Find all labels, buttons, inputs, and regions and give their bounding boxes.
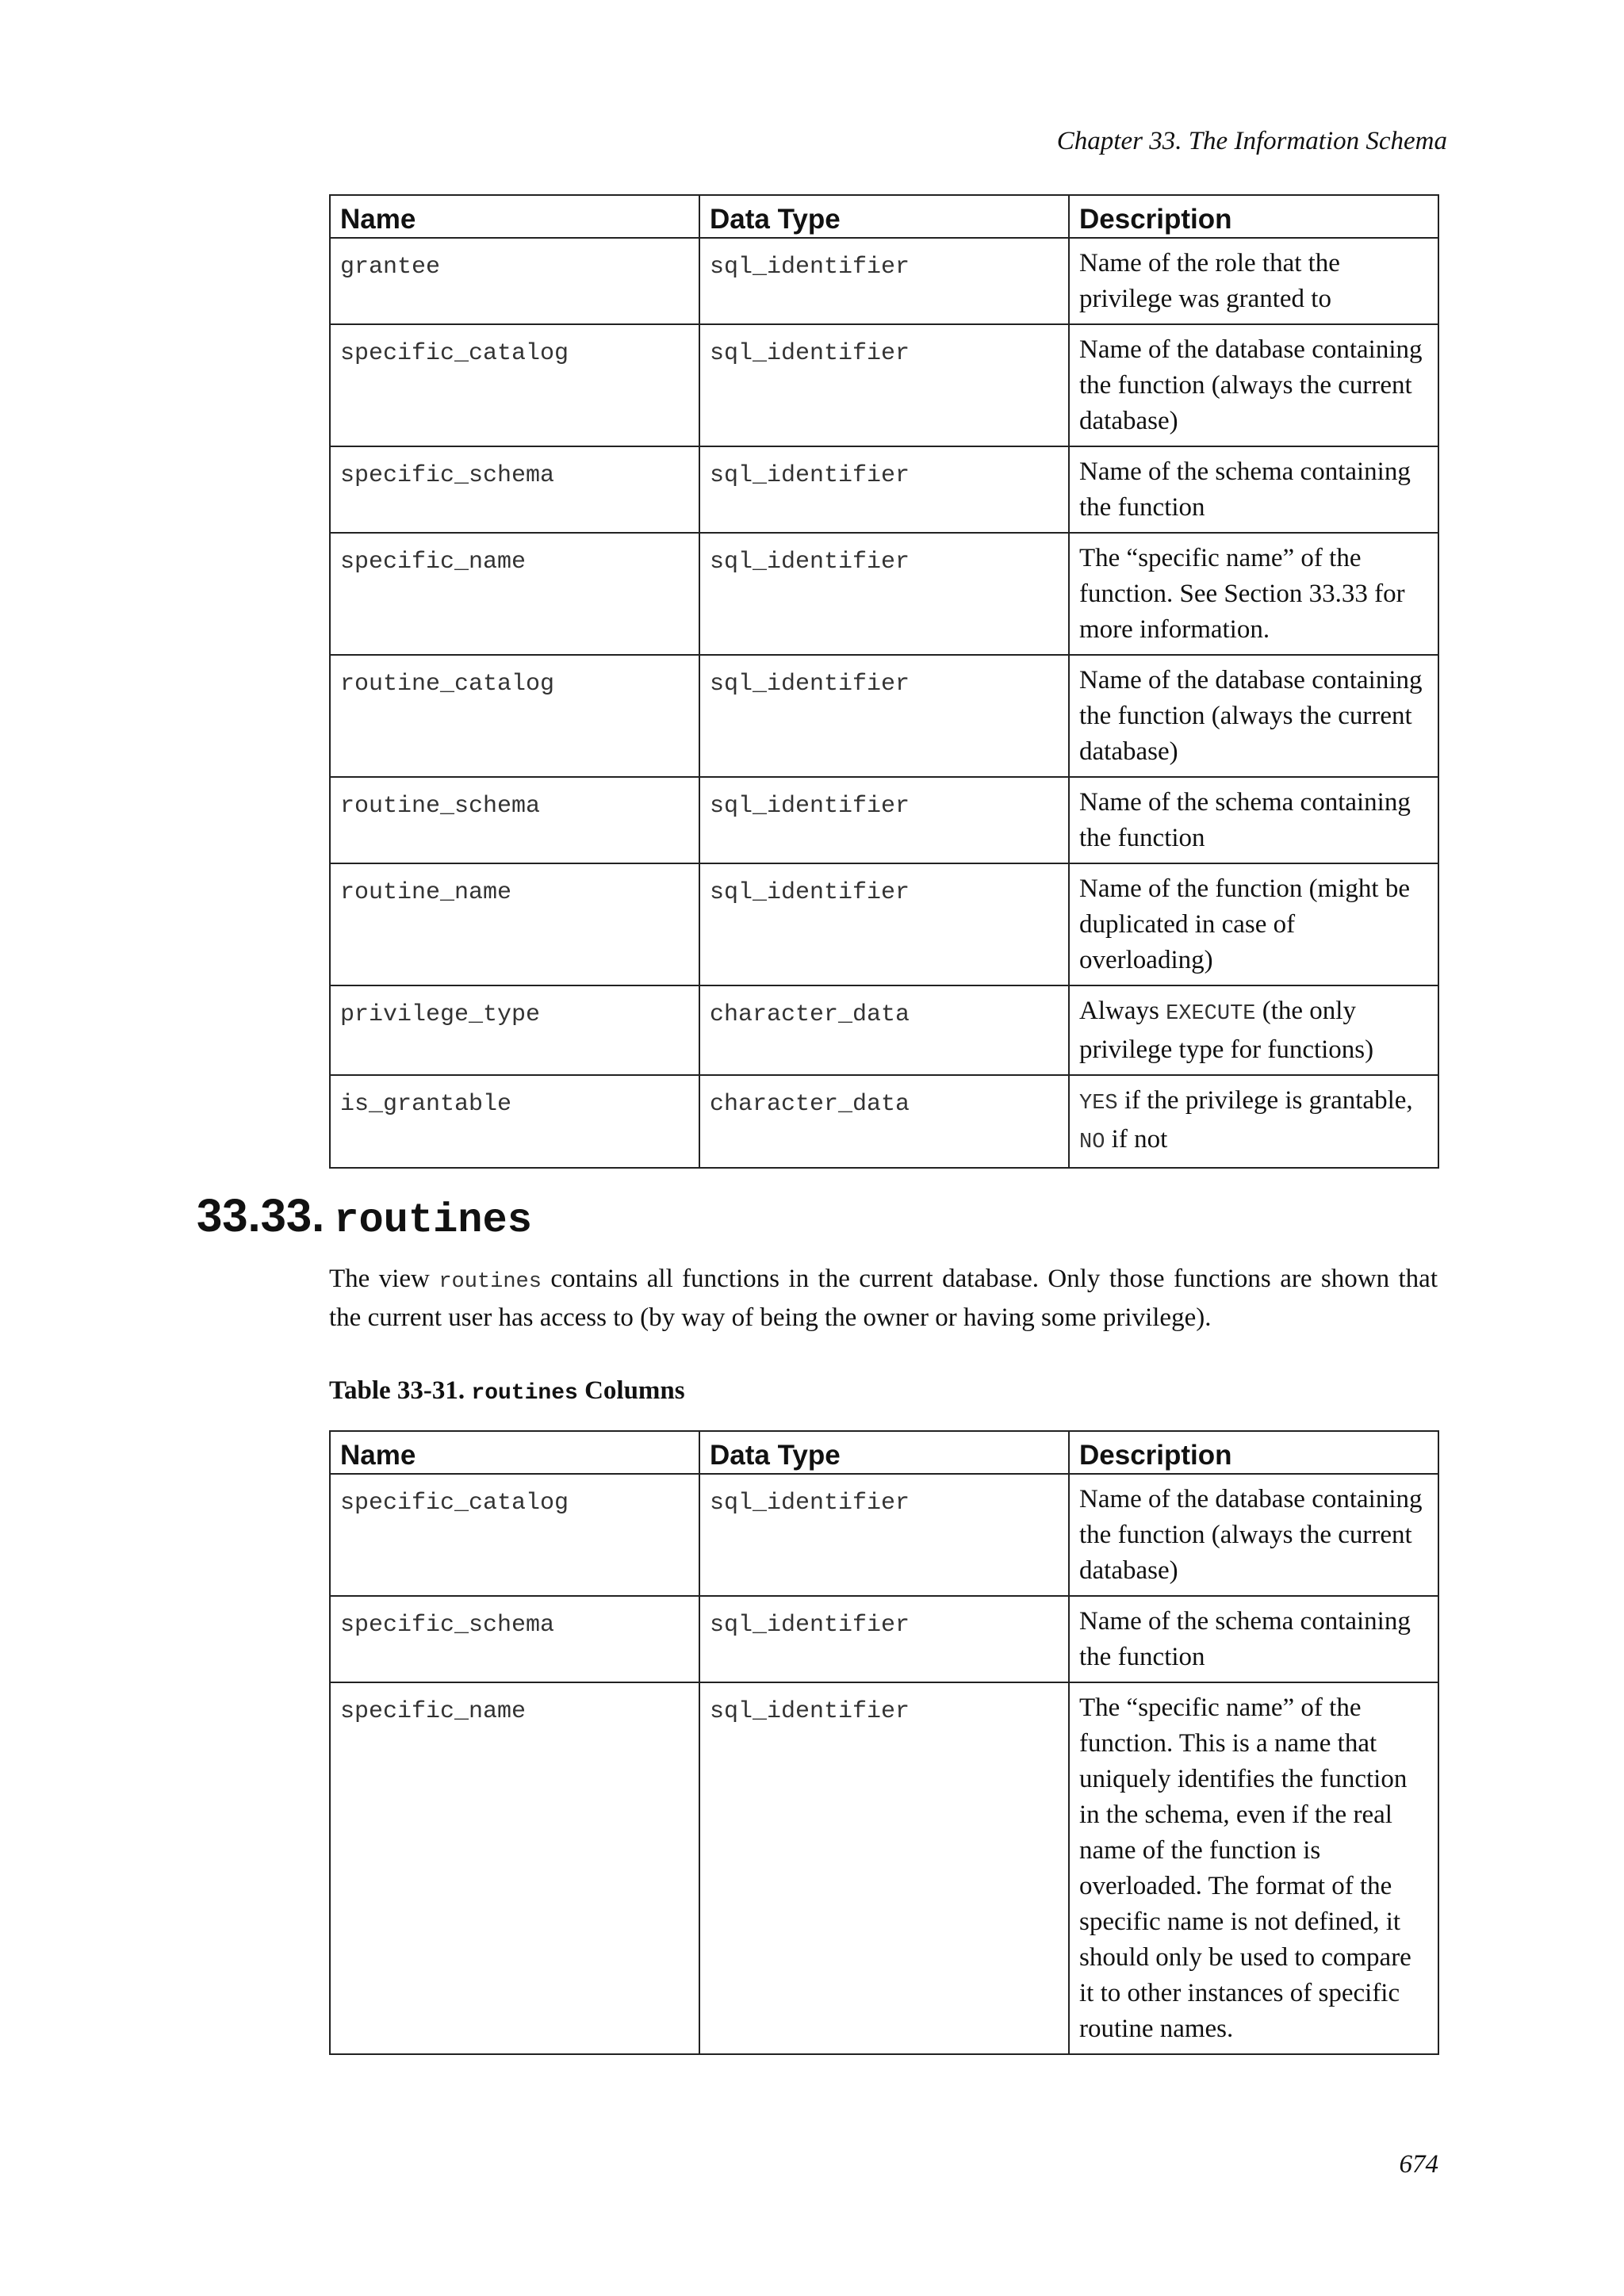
data-type-cell: sql_identifier	[699, 1474, 1069, 1596]
description-cell	[1069, 1075, 1438, 1168]
column-name-cell: specific_schema	[330, 1596, 699, 1682]
intro-text: The view	[329, 1265, 439, 1293]
section-number: 33.33.	[197, 1190, 325, 1242]
column-name-cell: specific_catalog	[330, 324, 699, 446]
table-row	[330, 1682, 1438, 2054]
column-name-cell: specific_catalog	[330, 1474, 699, 1596]
data-type-cell: sql_identifier	[699, 863, 1069, 985]
inline-code: routines	[439, 1270, 542, 1294]
column-header-data-type: Data Type	[699, 195, 1069, 238]
description-cell	[1069, 985, 1438, 1075]
description-cell: Name of the database containing the function (always the current database)	[1069, 655, 1438, 777]
table-row	[330, 446, 1438, 533]
description-cell: Name of the schema containing the function	[1069, 1596, 1438, 1682]
description-text: if the privilege is grantable,	[1117, 1086, 1413, 1115]
column-name-cell: routine_catalog	[330, 655, 699, 777]
description-cell: The “specific name” of the function. See Section 33.33 for more information.	[1069, 533, 1438, 655]
description-cell: Name of the role that the privilege was granted to	[1069, 238, 1438, 324]
description-cell: Name of the schema containing the function	[1069, 446, 1438, 533]
data-type-cell: sql_identifier	[699, 655, 1069, 777]
data-type-cell: sql_identifier	[699, 446, 1069, 533]
description-text: Always	[1079, 997, 1166, 1025]
inline-code: EXECUTE	[1166, 1002, 1256, 1026]
table-row	[330, 985, 1438, 1075]
column-table-routines	[329, 1430, 1439, 2055]
description-cell: The “specific name” of the function. This is a name that uniquely identifies the function in the schema, even if the real name of the function is overloaded. The format of the specific name is not defined, it should only be used to compare it to other instances of specific routine names.	[1069, 1682, 1438, 2054]
column-header-description: Description	[1069, 1431, 1438, 1474]
description-text: if not	[1105, 1125, 1168, 1154]
column-name-cell: specific_schema	[330, 446, 699, 533]
table-header-row	[330, 195, 1438, 238]
data-type-cell: sql_identifier	[699, 533, 1069, 655]
column-name-cell: grantee	[330, 238, 699, 324]
table-row	[330, 1075, 1438, 1168]
description-cell: Name of the schema containing the function	[1069, 777, 1438, 863]
column-header-description: Description	[1069, 195, 1438, 238]
table-row	[330, 324, 1438, 446]
column-name-cell: privilege_type	[330, 985, 699, 1075]
caption-label: Table 33-31.	[329, 1376, 472, 1405]
description-text: (the only privilege type for functions)	[1079, 997, 1374, 1064]
intro-text: contains all functions in the current database. Only those functions are shown that the current user has access to (by way of being the owner or having some privilege).	[329, 1265, 1438, 1332]
page-number: 674	[1399, 2150, 1438, 2179]
table-row	[330, 533, 1438, 655]
section-heading	[197, 1189, 532, 1244]
column-name-cell: specific_name	[330, 1682, 699, 2054]
data-type-cell: sql_identifier	[699, 1682, 1069, 2054]
data-type-cell: character_data	[699, 985, 1069, 1075]
inline-code: YES	[1079, 1092, 1118, 1115]
inline-code: NO	[1079, 1131, 1105, 1154]
caption-code: routines	[471, 1381, 578, 1406]
description-cell: Name of the database containing the function (always the current database)	[1069, 1474, 1438, 1596]
table-row	[330, 1596, 1438, 1682]
section-intro-paragraph	[329, 1261, 1438, 1336]
table-row	[330, 863, 1438, 985]
description-cell: Name of the database containing the function (always the current database)	[1069, 324, 1438, 446]
data-type-cell: sql_identifier	[699, 1596, 1069, 1682]
data-type-cell: sql_identifier	[699, 238, 1069, 324]
column-name-cell: routine_name	[330, 863, 699, 985]
table-header-row	[330, 1431, 1438, 1474]
table-row	[330, 1474, 1438, 1596]
section-name: routines	[334, 1197, 532, 1244]
table-row	[330, 777, 1438, 863]
description-cell: Name of the function (might be duplicated in case of overloading)	[1069, 863, 1438, 985]
column-header-data-type: Data Type	[699, 1431, 1069, 1474]
data-type-cell: character_data	[699, 1075, 1069, 1168]
running-header: Chapter 33. The Information Schema	[1056, 127, 1447, 155]
table-caption	[329, 1376, 685, 1406]
caption-suffix: Columns	[577, 1376, 685, 1405]
column-name-cell: specific_name	[330, 533, 699, 655]
data-type-cell: sql_identifier	[699, 777, 1069, 863]
table-row	[330, 655, 1438, 777]
column-header-name: Name	[330, 195, 699, 238]
column-header-name: Name	[330, 1431, 699, 1474]
table-row	[330, 238, 1438, 324]
column-name-cell: is_grantable	[330, 1075, 699, 1168]
column-table-privileges	[329, 194, 1439, 1169]
data-type-cell: sql_identifier	[699, 324, 1069, 446]
column-name-cell: routine_schema	[330, 777, 699, 863]
